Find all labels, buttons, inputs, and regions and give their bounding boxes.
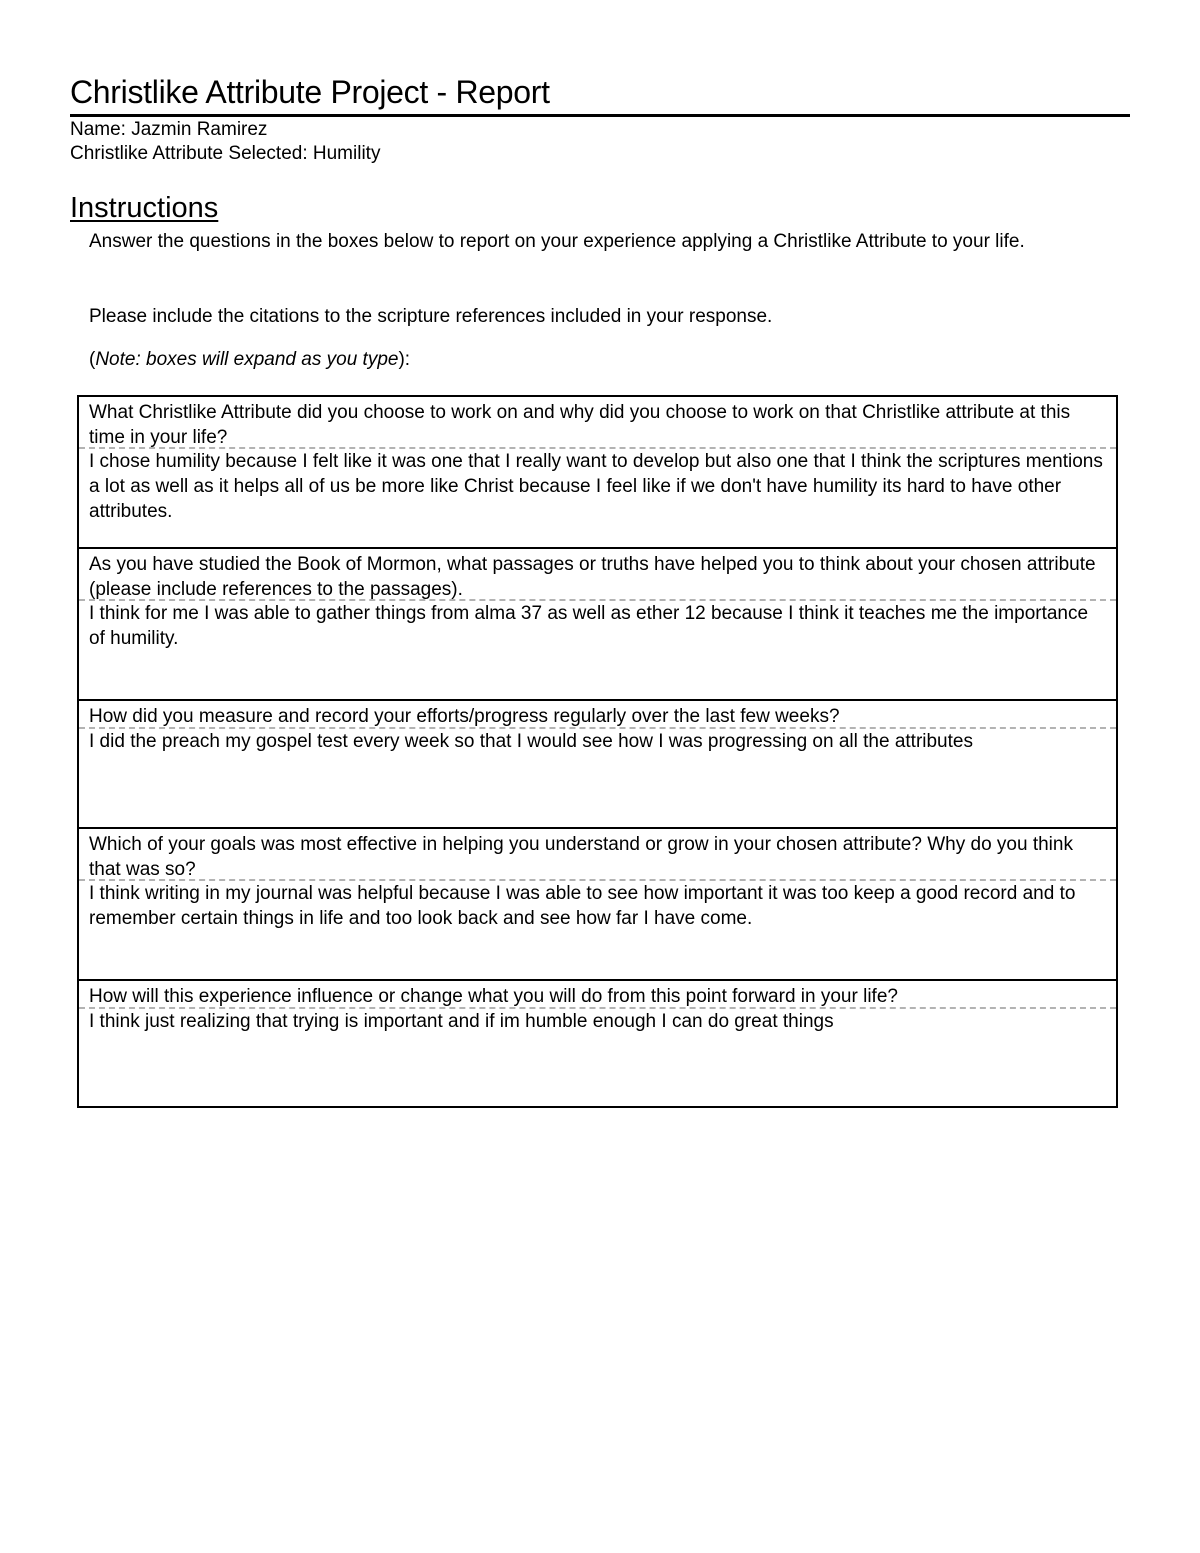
note-close-paren: ): [398, 349, 411, 370]
expand-note [89, 347, 1119, 372]
qa-block-3 [79, 699, 1116, 827]
answer-box-2[interactable]: I think for me I was able to gather things from alma 37 as well as ether 12 because I think it teaches me the importance of humility. [89, 603, 1089, 649]
citation-instruction: Please include the citations to the scripture references included in your response. [89, 306, 773, 327]
question-answer-table [77, 395, 1118, 1108]
qa-block-4 [79, 827, 1116, 979]
answer-box-3[interactable]: I did the preach my gospel test every week so that I would see how I was progressing on all the attributes [89, 731, 973, 752]
note-italic-text: Note: boxes will expand as you type [95, 349, 399, 370]
question-2: As you have studied the Book of Mormon, what passages or truths have helped you to think about your chosen attribute (please include references to the passages). [79, 549, 1116, 601]
page-title: Christlike Attribute Project - Report [70, 74, 550, 110]
qa-block-2 [79, 547, 1116, 699]
question-5: How will this experience influence or change what you will do from this point forward in your life? [79, 981, 1116, 1009]
answer-box-1[interactable]: I chose humility because I felt like it was one that I really want to develop but also one that I think the scriptures mentions a lot as well as it helps all of us be more like Christ because I feel like if we don't have humility its hard to have other attributes. [89, 451, 1103, 522]
instructions-paragraph: Answer the questions in the boxes below to report on your experience applying a Christlike Attribute to your life. [89, 231, 1025, 252]
answer-box-5[interactable]: I think just realizing that trying is important and if im humble enough I can do great things [89, 1011, 834, 1032]
qa-block-1 [79, 397, 1116, 547]
question-1: What Christlike Attribute did you choose to work on and why did you choose to work on that Christlike attribute at this time in your life? [79, 397, 1116, 449]
note-open-paren: ( [89, 349, 96, 370]
student-name: Name: Jazmin Ramirez [70, 119, 268, 140]
selected-attribute: Christlike Attribute Selected: Humility [70, 143, 381, 164]
qa-block-5 [79, 979, 1116, 1106]
answer-box-4[interactable]: I think writing in my journal was helpful because I was able to see how important it was too keep a good record and to remember certain things in life and too look back and see how far I have come. [89, 883, 1076, 929]
question-3: How did you measure and record your efforts/progress regularly over the last few weeks? [79, 701, 1116, 729]
instructions-heading: Instructions [70, 192, 219, 224]
title-divider [70, 114, 1130, 117]
question-4: Which of your goals was most effective in helping you understand or grow in your chosen attribute? Why do you think that was so? [79, 829, 1116, 881]
